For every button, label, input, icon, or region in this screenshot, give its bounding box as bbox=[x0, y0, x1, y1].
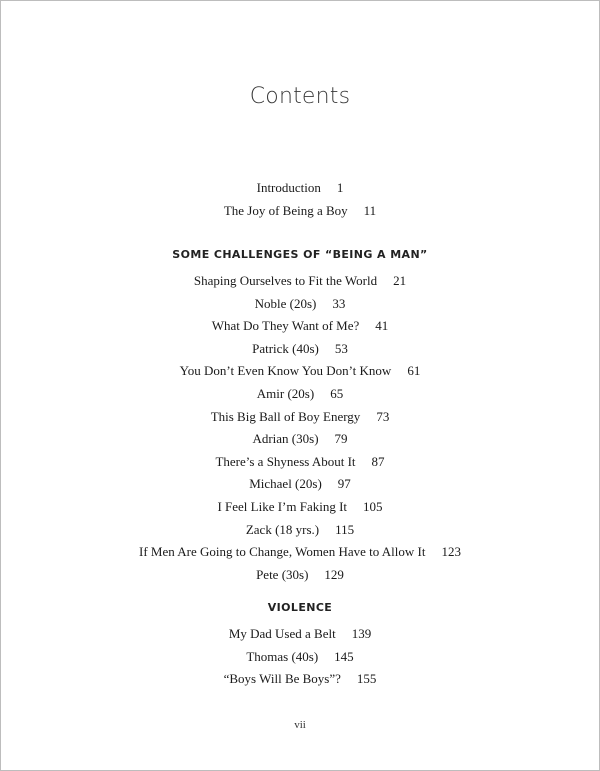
toc-entry-page: 33 bbox=[332, 295, 346, 311]
toc-entry-page: 145 bbox=[334, 648, 354, 664]
toc-entry-page: 41 bbox=[375, 318, 389, 334]
toc-entry-label: If Men Are Going to Change, Women Have to Allow It bbox=[139, 544, 426, 560]
toc-entry bbox=[1, 338, 599, 361]
toc-entry-label: My Dad Used a Belt bbox=[228, 626, 336, 641]
toc-entry bbox=[1, 564, 599, 587]
page-number: vii bbox=[294, 719, 306, 731]
toc-entry-label: Adrian (30s) bbox=[252, 431, 319, 447]
page-title: Contents bbox=[249, 84, 351, 109]
section-heading: SOME CHALLENGES OF “BEING A MAN” bbox=[172, 248, 428, 261]
toc-entry bbox=[1, 646, 599, 669]
toc-entry-label: This Big Ball of Boy Energy bbox=[210, 408, 361, 424]
toc-entry-label: “Boys Will Be Boys”? bbox=[223, 671, 341, 687]
toc-entry bbox=[1, 428, 599, 451]
toc-entry-page: 87 bbox=[371, 453, 385, 469]
toc-entry bbox=[1, 406, 599, 429]
toc-entry-label: The Joy of Being a Boy bbox=[223, 202, 348, 218]
toc-entry bbox=[1, 519, 599, 542]
toc-entry-label: Zack (18 yrs.) bbox=[245, 521, 320, 537]
toc-entry bbox=[1, 451, 599, 474]
toc-entry-label: Amir (20s) bbox=[256, 385, 315, 401]
toc-entry-page: 73 bbox=[376, 408, 390, 424]
toc-entry bbox=[1, 270, 599, 293]
toc-entry-label: I Feel Like I’m Faking It bbox=[217, 498, 348, 514]
toc-entry-label: Introduction bbox=[256, 180, 321, 195]
toc-entry-label: Patrick (40s) bbox=[252, 340, 319, 356]
toc-entry bbox=[1, 315, 599, 338]
toc-entry bbox=[1, 200, 599, 223]
toc-entry bbox=[1, 668, 599, 691]
toc-entry-page: 21 bbox=[393, 273, 407, 288]
toc-entry bbox=[1, 177, 599, 200]
toc-entry-label: Michael (20s) bbox=[249, 476, 322, 492]
toc-entry-page: 123 bbox=[441, 544, 461, 560]
toc-entry-page: 105 bbox=[363, 498, 383, 514]
toc-entry-page: 115 bbox=[335, 521, 355, 537]
intro-entries bbox=[1, 177, 599, 222]
toc-entry-page: 65 bbox=[330, 385, 344, 401]
toc-section-violence bbox=[1, 597, 599, 691]
toc-entry-label: What Do They Want of Me? bbox=[211, 318, 360, 334]
toc-entry bbox=[1, 293, 599, 316]
toc-entry-label: Pete (30s) bbox=[256, 566, 309, 582]
toc-entry-label: Thomas (40s) bbox=[246, 648, 319, 664]
toc-entry bbox=[1, 383, 599, 406]
section-heading: VIOLENCE bbox=[267, 601, 333, 614]
toc-entry-page: 79 bbox=[334, 431, 348, 447]
toc-entry bbox=[1, 541, 599, 564]
toc-entry-page: 129 bbox=[324, 566, 344, 582]
toc-entry-page: 11 bbox=[363, 202, 377, 218]
toc-entry-page: 1 bbox=[336, 180, 344, 195]
toc-entry bbox=[1, 360, 599, 383]
toc-entry-page: 139 bbox=[351, 626, 372, 641]
toc-entry-label: Noble (20s) bbox=[254, 295, 317, 311]
toc-entry-page: 97 bbox=[337, 476, 351, 492]
toc-entry-label: You Don’t Even Know You Don’t Know bbox=[179, 363, 392, 379]
toc-entry bbox=[1, 623, 599, 646]
toc-entry-label: There’s a Shyness About It bbox=[215, 453, 356, 469]
toc-entry bbox=[1, 496, 599, 519]
toc-entry-page: 53 bbox=[334, 340, 348, 356]
toc-section-challenges bbox=[1, 244, 599, 586]
toc-entry-label: Shaping Ourselves to Fit the World bbox=[193, 273, 378, 288]
toc-entry-page: 61 bbox=[407, 363, 421, 379]
toc-entry-page: 155 bbox=[356, 671, 377, 687]
toc-entry bbox=[1, 473, 599, 496]
